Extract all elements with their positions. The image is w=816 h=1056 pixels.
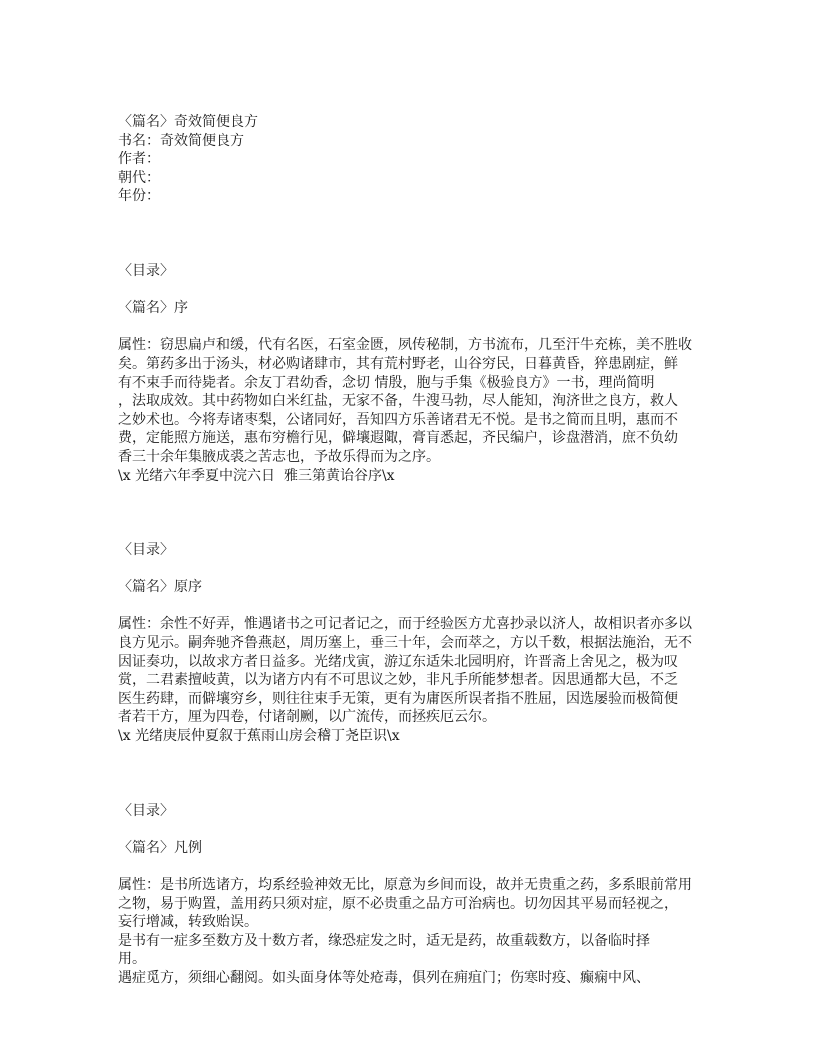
signature-line: \x 光绪庚辰仲夏叙于蕉雨山房会稽丁尧臣识\x — [118, 728, 400, 745]
title-line: 〈篇名〉奇效简便良方 — [118, 114, 258, 130]
section-title: 〈篇名〉序 — [118, 300, 188, 317]
text-line: 者若干方，厘为四卷，付诸剞劂，以广流传，而拯疾厄云尔。 — [118, 709, 496, 726]
text-line: 香三十余年集腋成裘之苦志也，予故乐得而为之序。 — [118, 448, 440, 465]
text-line: 之妙术也。今将寿诸枣梨，公诸同好，吾知四方乐善诸君无不悦。是书之简而且明，惠而不 — [118, 411, 678, 428]
toc-marker: 〈目录〉 — [118, 802, 174, 819]
book-name: 书名：奇效简便良方 — [118, 132, 244, 149]
year-field: 年份： — [118, 188, 160, 205]
text-line: 良方见示。嗣奔驰齐鲁燕赵，周历塞上，垂三十年，会而萃之，方以千数，根据法施治，无不 — [118, 635, 692, 652]
text-line: 赏，二君素擅岐黄，以为诸方内有不可思议之妙，非凡手所能梦想者。因思通都大邑，不乏 — [118, 672, 678, 689]
text-line: 医生药肆，而僻壤穷乡，则往往束手无策，更有为庸医所误者指不胜屈，因选屡验而极简便 — [118, 690, 678, 707]
text-line: 费，定能照方施送，惠布穷檐行见，僻壤遐陬，膏肓悉起，齐民编户，诊盘潜消，庶不负幼 — [118, 430, 678, 447]
section-title: 〈篇名〉凡例 — [118, 839, 202, 856]
document-page — [118, 113, 708, 988]
toc-marker: 〈目录〉 — [118, 542, 174, 559]
text-line: 用。 — [118, 951, 146, 968]
text-line: 属性：是书所选诸方，均系经验神效无比，原意为乡间而设，故并无贵重之药，多系眼前常用 — [118, 877, 692, 893]
text-line: ，法取成效。其中药物如白米红盐，无家不备，牛溲马勃，尽人能知，洵济世之良方，救人 — [118, 393, 678, 410]
text-line: 是书有一症多至数方及十数方者，缘恐症发之时，适无是药，故重载数方，以备临时择 — [118, 932, 650, 949]
text-line: 属性：余性不好弄，惟遇诸书之可记者记之，而于经验医方尤喜抄录以济人，故相识者亦多以 — [118, 616, 692, 633]
text-line: 因证奏功，以故求方者日益多。光绪戊寅，游辽东适朱北园明府，许晋斋上舍见之，极为叹 — [118, 653, 678, 670]
text-line: 有不束手而待毙者。余友丁君幼香，念切 情殷，胞与手集《极验良方》一书，理尚简明 — [118, 374, 655, 391]
dynasty-field: 朝代： — [118, 169, 160, 186]
toc-marker: 〈目录〉 — [118, 262, 174, 279]
author-field: 作者： — [118, 151, 160, 168]
text-line: 妄行增减，转致贻误。 — [118, 914, 258, 931]
text-line: 矣。第药多出于汤头，材必购诸肆市，其有荒村野老，山谷穷民，日暮黄昏，猝患剧症，鲜 — [118, 355, 678, 372]
signature-line: \x 光绪六年季夏中浣六日 雅三第黄诒谷序\x — [118, 467, 395, 484]
text-line: 属性：窃思扁卢和缓，代有名医，石室金匮，夙传秘制，方书流布，几至汗牛充栋，美不胜收 — [118, 337, 692, 354]
text-line: 遇症觅方，须细心翻阅。如头面身体等处疮毒，俱列在痈疽门；伤寒时疫、癫痫中风、 — [118, 969, 650, 986]
section-title: 〈篇名〉原序 — [118, 579, 202, 596]
text-line: 之物，易于购置，盖用药只须对症，原不必贵重之品方可治病也。切勿因其平易而轻视之， — [118, 895, 678, 912]
